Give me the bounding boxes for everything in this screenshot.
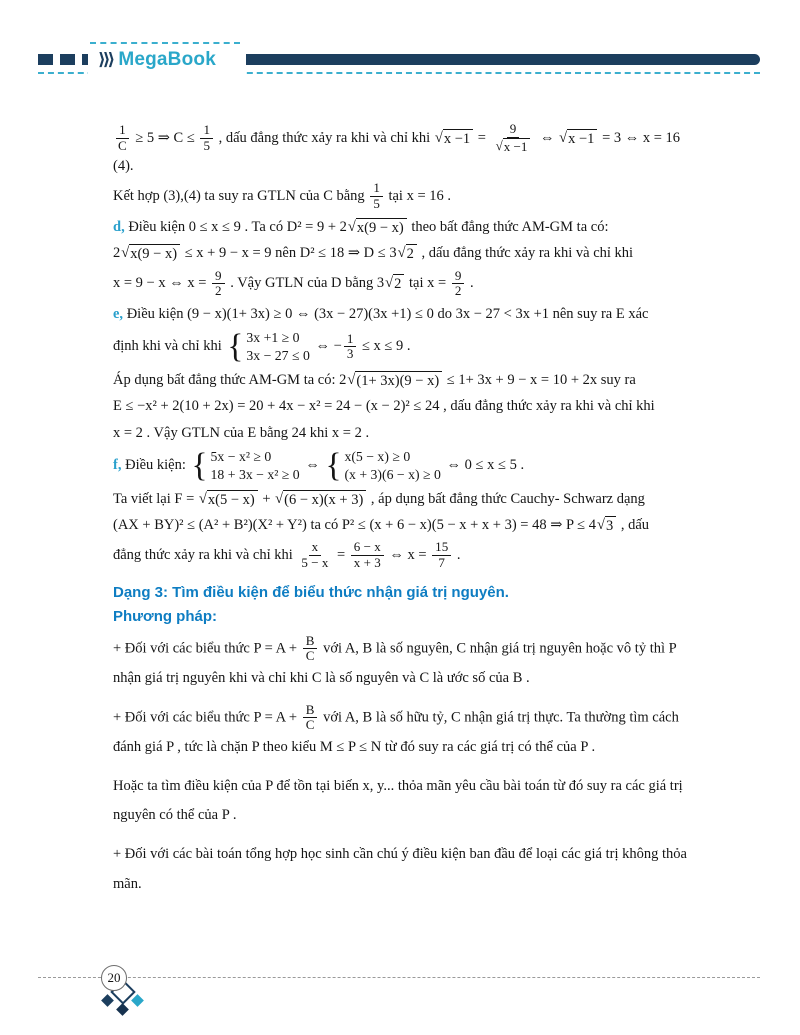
solution-line <box>113 242 697 264</box>
solution-line <box>113 369 697 391</box>
math-content: Ta viết lại F = √ x(5 − x) + √ (6 − x)(x + 3) , áp dụng bất đẳng thức Cauchy- Schwarz dạng <box>113 490 645 508</box>
solution-line <box>113 329 697 364</box>
solution-line <box>113 514 697 536</box>
solution-line <box>113 448 697 483</box>
page-number: 20 <box>107 970 121 985</box>
solution-line <box>113 216 697 238</box>
diamond-small-icon <box>116 1003 129 1016</box>
section-heading: Dạng 3: Tìm điều kiện để biểu thức nhận giá trị nguyên. <box>113 583 509 601</box>
math-content: Kết hợp (3),(4) ta suy ra GTLN của C bằng $\frac{1}{5}$ tại x = 16 . <box>113 180 452 211</box>
math-content: Áp dụng bất đẳng thức AM-GM ta có: 2 √ (1+ 3x)(9 − x) ≤ 1+ 3x + 9 − x = 10 + 2x suy ra <box>113 371 636 389</box>
math-content: $\frac{1}{C}$ ≥ 5 ⇒ C ≤ $\frac{1}{5}$ , dấu đẳng thức xảy ra khi và chỉ khi √ x −1 = 9 √ x −1 ⇔ √ x −1 = 3 ⇔ x = 16 (4). <box>113 121 681 174</box>
logo-top-dash <box>90 42 240 44</box>
math-content: 2 √ x(9 − x) ≤ x + 9 − x = 9 nên D² ≤ 18 ⇒ D ≤ 3 √ 2 , dấu đẳng thức xảy ra khi và chỉ khi <box>113 245 634 263</box>
solution-line <box>113 122 697 177</box>
page-number-badge <box>101 965 127 991</box>
method-label: Phương pháp: <box>113 607 218 625</box>
method-paragraph: + Đối với các biểu thức P = A + $\frac{B}{C}$ với A, B là số hữu tỷ, C nhận giá trị thực. Ta thường tìm cách đánh giá P , tức là chặn P theo kiểu M ≤ P ≤ N từ đó suy ra các giá trị có thể của P . <box>113 701 679 755</box>
solution-line <box>113 395 697 417</box>
math-content: đẳng thức xảy ra khi và chỉ khi $\frac{x}{5 - x}$ = $\frac{6 - x}{x + 3}$ ⇔ x = $\frac{15}{7}$ . <box>113 539 461 571</box>
solution-lead: f, <box>113 457 122 474</box>
solution-lead: e, <box>113 305 124 322</box>
math-content: x = 2 . Vậy GTLN của E bằng 24 khi x = 2 . <box>113 424 370 441</box>
logo-arrows-icon: ⟩⟩⟩ <box>98 50 113 70</box>
solution-lead: d, <box>113 218 125 235</box>
math-content: x = 9 − x ⇔ x = $\frac{9}{2}$ . Vậy GTLN của D bằng 3 √ 2 tại x = $\frac{9}{2}$ . <box>113 267 474 299</box>
footer-dashed-line <box>38 977 760 978</box>
solution-line <box>113 422 697 444</box>
page-header <box>0 0 800 110</box>
math-content: Điều kiện (9 − x)(1+ 3x) ≥ 0 ⇔ (3x − 27)(3x +1) ≤ 0 do 3x − 27 < 3x +1 nên suy ra E xác <box>123 305 649 322</box>
method-paragraph: Hoặc ta tìm điều kiện của P để tồn tại biến x, y... thỏa mãn yêu cầu bài toán từ đó suy ra các giá trị nguyên có thể của P . <box>113 777 683 824</box>
method-paragraph: + Đối với các biểu thức P = A + $\frac{B}{C}$ với A, B là số nguyên, C nhận giá trị nguyên hoặc vô tỷ thì P nhận giá trị nguyên khi và chỉ khi C là số nguyên và C là ước số của B . <box>113 632 677 686</box>
solution-line <box>113 269 697 299</box>
math-content: E ≤ −x² + 2(10 + 2x) = 20 + 4x − x² = 24 − (x − 2)² ≤ 24 , dấu đẳng thức xảy ra khi và chỉ khi <box>113 398 655 415</box>
diamond-navy-icon <box>101 994 114 1007</box>
solution-line <box>113 488 697 510</box>
megabook-logo <box>88 45 246 75</box>
solution-line <box>113 303 697 325</box>
math-content: (AX + BY)² ≤ (A² + B²)(X² + Y²) ta có P² ≤ (x + 6 − x)(5 − x + x + 3) = 48 ⇒ P ≤ 4 √ 3 , dấu <box>113 516 650 535</box>
diamond-teal-icon <box>131 994 144 1007</box>
solution-line <box>113 181 697 211</box>
logo-brand-text: MegaBook <box>118 49 216 70</box>
math-content: định khi và chỉ khi { 3x +1 ≥ 0 3x − 27 ≤ 0 ⇔ − $\frac{1}{3}$ ≤ x ≤ 9 . <box>113 327 411 365</box>
solution-line <box>113 540 697 570</box>
math-content: Điều kiện 0 ≤ x ≤ 9 . Ta có D² = 9 + 2 √ x(9 − x) theo bất đẳng thức AM-GM ta có: <box>124 218 609 236</box>
page-footer <box>0 963 800 1033</box>
math-content: Điều kiện: { 5x − x² ≥ 0 18 + 3x − x² ≥ 0 ⇔ { x(5 − x) ≥ 0 (x + 3)(6 − x) ≥ 0 ⇔ 0 ≤ x ≤ 5 . <box>121 446 525 484</box>
header-left-dashes <box>38 54 90 65</box>
page-content <box>113 118 697 908</box>
method-paragraph: + Đối với các bài toán tổng hợp học sinh cần chú ý điều kiện ban đầu để loại các giá trị không thỏa mãn. <box>113 845 687 892</box>
